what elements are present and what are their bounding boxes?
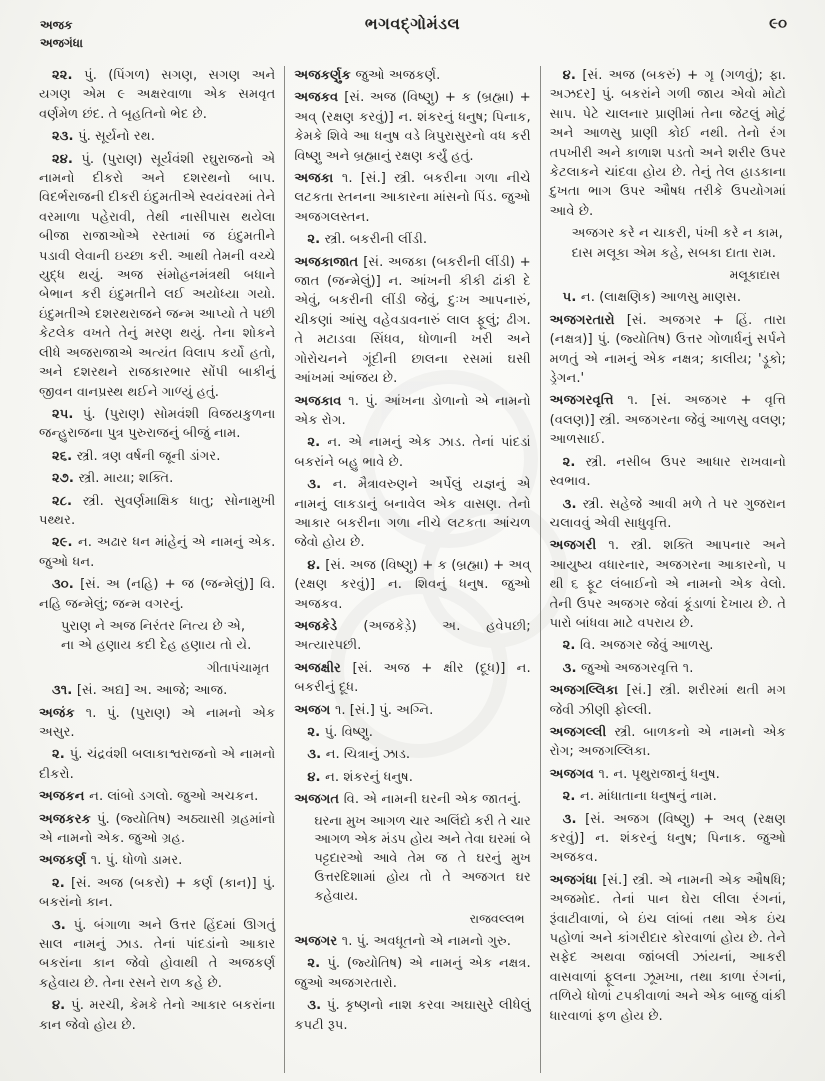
sense-paragraph: ૩. ન. ચિત્રાનું ઝાડ. [307, 747, 411, 763]
entry-paragraph: અજકવ [સં. અજ (વિષ્ણુ) + ક (બ્રહ્મા) + અવ્ (રક્ષણ કરવું)] ન. શંકરનું ધનુષ; પિનાક, કેમકે શિવે આ ધનુષ વડે ત્રિપુરાસુરનો વધ કરી વિષ્ણુ અને બ્રહ્માનું રક્ષણ કર્યું હતું. [294, 90, 531, 164]
page-number: ૯૦ [769, 14, 787, 32]
column-2 [284, 66, 539, 1073]
note-block: ઘરના મુખ આગળ ચાર અલિંદો કરી તે ચાર આગળ એક મંડપ હોય અને તેવા ઘરમાં બે પટ્ટદારઓ આવે તેમ જ તે ઘરનું મુખ ઉત્તરદિશામાં હોય તો તે અજગત ઘર કહેવાય. [314, 813, 531, 904]
headword: અજગલ્લી [549, 724, 615, 740]
sense-paragraph: ૨૨. પું. (પિંગળ) સગણ, સગણ અને યગણ એમ ૯ અક્ષરવાળા એક સમવૃત વર્ણમેળ છંદ. તે બૃહતિનો ભેદ છે. [39, 68, 276, 122]
verse-quote [39, 617, 275, 656]
sense-number: ૨૫. [52, 406, 83, 422]
sense-paragraph: ૨. ન. એ નામનું એક ઝાડ. તેનાં પાંદડાં બકરાંને બહુ ભાવે છે. [294, 435, 531, 470]
sense-number: ૨. [562, 454, 586, 470]
citation: મલૂકાદાસ [729, 267, 780, 283]
sense-number: ૪. [307, 557, 326, 573]
sense-number: ૨૭. [52, 471, 79, 487]
column-3 [540, 66, 795, 1073]
headword: અજક્ષીર [294, 660, 353, 676]
entry-paragraph: અજગરવૃત્તિ ૧. [સં. અજગર + વૃત્તિ (વલણ)] સ્ત્રી. અજગરના જેવું આળસુ વલણ; આળસાઈ. [549, 393, 786, 448]
page-header [36, 12, 789, 64]
headword: અજગરતારો [549, 312, 627, 328]
sense-paragraph: ૨૪. પું. (પુરાણ) સૂર્યવંશી રઘુરાજનો એ નામનો દીકરો અને દશરથનો બાપ. વિદર્ભરાજની દીકરી ઇંદુમતીએ સ્વયંવરમાં તેને વરમાળા પહેરાવી, તેથી નાસીપાસ થયેલા બીજા રાજાઓએ રસ્તામાં જ ઇંદુમતીને પડાવી લેવાની ઇચ્છા કરી. આથી તેમની વચ્ચે યુદ્ધ થયું. અજ સંમોહનમંત્રથી બધાને બેભાન કરી ઇંદુમતીને લઈ અયોધ્યા ગયો. ઇંદુમતીએ દશરથરાજને જન્મ આપ્યો તે પછી કેટલેક વખતે તેનું મરણ થયું. તેના શોકને લીધે અજરાજાએ અત્યંત વિલાપ કર્યો હતો, અને દશરથને રાજકારભાર સોંપી બાકીનું જીવન વાનપ્રસ્થ થઈને ગાળ્યું હતું. [39, 151, 276, 400]
sense-paragraph: ૨૭. સ્ત્રી. માયા; શક્તિ. [52, 471, 174, 487]
sense-paragraph: ૨. સ્ત્રી. નસીબ ઉપર આધાર રાખવાનો સ્વભાવ. [549, 454, 786, 490]
headword: અજગ [294, 702, 335, 718]
entry-paragraph: અજક્ષીર [સં. અજ + ક્ષીર (દૂધ)] ન. બકરીનું દૂધ. [294, 660, 531, 696]
entry-paragraph: અજકેડે (અજકેડ઼ે) અ. હવેપછી; અત્યારપછી. [294, 618, 531, 654]
sense-number: ૨. [307, 956, 328, 972]
entry-paragraph: અજગલ્લિકા [સં.] સ્ત્રી. શરીરમાં થતી મગ જેવી ઝીણી ફોલ્લી. [549, 683, 786, 718]
column-1 [30, 66, 284, 1073]
sense-paragraph: ૩. જુઓ અજગરવૃત્તિ ૧. [562, 660, 694, 676]
sense-paragraph: ૨. ન. માંધાતાના ધનુષનું નામ. [562, 789, 717, 805]
entry-paragraph: અજગલ્લી સ્ત્રી. બાળકનો એ નામનો એક રોગ; અજગલ્લિકા. [549, 724, 786, 760]
headword: અજકર્ણ [39, 853, 91, 869]
headword: અજંક [39, 705, 86, 721]
headword: અજગંધા [549, 872, 603, 888]
sense-paragraph: ૪. પું. મરચી, કેમકે તેનો આકાર બકરાંના કાન જેવો હોય છે. [39, 998, 276, 1033]
citation: રાજવલ્લભ [469, 910, 525, 926]
sense-paragraph: ૩. ન. મૈત્રાવરુણને અર્પેલું યજ્ઞનું એ નામનું લાકડાનું બનાવેલ એક વાસણ. તેનો આકાર બકરીના ગળા નીચે લટકતા આંચળ જેવો હોય છે. [294, 477, 531, 551]
verse-quote [550, 224, 786, 263]
sense-paragraph: ૨૯. ન. અઢાર ધન માંહેનું એ નામનું એક. જુઓ ધન. [39, 535, 276, 570]
headword: અજગર [294, 933, 342, 949]
sense-paragraph: ૩૦. [સં. અ (નહિ) + જ (જન્મેલું)] વિ. નહિ જન્મેલું; જન્મ વગરનું. [39, 577, 276, 612]
headword: અજકવ [294, 90, 345, 106]
verse-line: દાસ મલૂકા એમ કહે, સબકા દાતા રામ. [571, 245, 776, 261]
headword: અજકાવ [294, 393, 349, 409]
entry-paragraph: અજગર ૧. પું. અવધૂતનો એ નામનો ગુરુ. [294, 933, 511, 949]
entry-paragraph: અજંક ૧. પું. (પુરાણ) એ નામનો એક અસુર. [39, 705, 276, 740]
sense-paragraph: ૨૩. પું. સૂર્યનો રથ. [52, 129, 155, 145]
entry-paragraph: અજગરી ૧. સ્ત્રી. શક્તિ આપનાર અને આયુષ્ય વધારનાર, અજગરના આકારનો, ૫ થી ૬ ફૂટ લંબાઈનો એ નામનો એક વેલો. તેની ઉપર અજગર જેવાં કૂંડાળાં દેખાય છે. તે પારો બાંધવા માટે વપરાય છે. [549, 538, 786, 631]
sense-number: ૩. [562, 496, 583, 512]
sense-number: ૪. [307, 769, 326, 785]
sense-paragraph: ૩. સ્ત્રી. સહેજે આવી મળે તે પર ગુજરાન ચલાવવું એવી સાધુવૃત્તિ. [549, 496, 786, 531]
page-title: ભગવદ્ગોમંડલ [364, 14, 461, 33]
sense-number: ૨. [307, 435, 328, 451]
entry-paragraph: અજકાજાત [સં. અજકા (બકરીની લીંડી) + જાત (જન્મેલું)] ન. આંખની કીકી ઢાંકી દે એવું, બકરીની લીંડી જેવું, દુઃખ આપનારું, ચીકણાં આંસુ વહેવડાવનારું લાલ ફૂલું; ઢીગ. તે મટાડવા સિંધવ, ધોળાની ખરી અને ગોરોચનને ગૂંદીની છાલના રસમાં ઘસી આંખમાં આંજય છે. [294, 254, 531, 387]
headword: અજકર્ણુક [294, 68, 356, 83]
sense-number: ૨. [562, 638, 580, 654]
verse-line: અજગર કરે ન ચાકરી, પંખી કરે ન કામ, [571, 226, 783, 242]
sense-number: ૩. [52, 917, 74, 933]
entry-paragraph: અજગંધા [સં.] સ્ત્રી. એ નામની એક ઔષધિ; અજમોદ. તેનાં પાન ઘેરા લીલા રંગનાં, રૂંવાટીવાળાં, બે ઇંચ લાંબાં તથા એક ઇંચ પહોળાં અને કાંગરીદાર કોરવાળાં હોય છે. તેને સફેદ અથવા જાંબલી ઝાંયનાં, આકરી વાસવાળાં ફૂલના ઝૂમખા, તથા કાળા રંગનાં, તળિયે ધોળાં ટપકીવાળાં અને એક બાજુ વાંકી ધારવાળાં ફળ હોય છે. [549, 872, 786, 1024]
sense-number: ૨. [52, 875, 72, 891]
headword: અજકેડે [294, 618, 364, 634]
sense-paragraph: ૨. વિ. અજગર જેવું આળસુ. [562, 638, 714, 654]
sense-number: ૩. [562, 660, 582, 676]
sense-number: ૨. [307, 232, 325, 248]
entry-paragraph: અજગવ ૧. ન. પૃથુરાજાનું ધનુષ. [549, 766, 720, 782]
sense-number: ૪. [52, 998, 72, 1014]
sense-number: ૩૧. [52, 683, 77, 699]
entry-paragraph: અજકન ન. લાંબો ડગલો. જુઓ અચકન. [39, 789, 259, 805]
verse-line: પુરાણ ને અજ નિરંતર નિત્ય છે એ, [61, 618, 246, 634]
sense-number: ૨૮. [52, 493, 83, 509]
sense-paragraph: ૩૧. [સં. અદ્ય] અ. આજે; આજ. [52, 683, 228, 699]
citation: ગીતાપંચામૃત [206, 659, 270, 675]
headword: અજગલ્લિકા [549, 683, 627, 699]
sense-paragraph: ૩. [સં. અજગ (વિષ્ણુ) + અવ્ (રક્ષણ કરવું)] ન. શંકરનું ધનુષ; પિનાક. જુઓ અજકવ. [549, 811, 786, 866]
running-head-last-word: અજગંધા [40, 36, 83, 50]
sense-number: ૨૬. [52, 448, 77, 464]
headword: અજકરક [39, 811, 97, 827]
sense-paragraph: ૨૮. સ્ત્રી. સુવર્ણમાક્ષિક ધાતુ; સોનામુખી પથ્થર. [39, 493, 276, 528]
sense-number: ૩૦. [52, 577, 81, 593]
sense-number: ૩. [307, 747, 326, 763]
headword: અજકન [39, 789, 90, 805]
sense-paragraph: ૨. પું. વિષ્ણુ. [307, 725, 373, 740]
sense-paragraph: ૩. પું. બંગાળા અને ઉત્તર હિંદમાં ઊગતું સાલ નામનું ઝાડ. તેનાં પાંદડાંનો આકાર બકરાંના કાન જેવો હોવાથી તે અજકર્ણ કહેવાય છે. તેના રસને રાળ કહે છે. [39, 917, 276, 991]
sense-number: ૩. [307, 998, 327, 1014]
headword: અજગરવૃત્તિ [549, 393, 628, 409]
entry-paragraph: અજકા ૧. [સં.] સ્ત્રી. બકરીના ગળા નીચે લટકતા સ્તનના આકારના માંસનો પિંડ. જુઓ અજગલસ્તન. [294, 171, 531, 225]
headword: અજગત [294, 792, 344, 808]
sense-number: ૪. [562, 68, 583, 83]
headword: અજકા [294, 171, 342, 187]
entry-paragraph: અજકરક પું. (જ્યોતિષ) અઠ્યાસી ગ્રહમાંનો એ નામનો એક. જુઓ ગ્રહ. [39, 811, 276, 846]
sense-paragraph: ૨૫. પું. (પુરાણ) સોમવંશી વિજયકુળના જન્હુરાજના પુત્ર પુરુરાજનું બીજું નામ. [39, 406, 276, 442]
sense-paragraph: ૪. [સં. અજ (બકરું) + ગૃ (ગળવું); ફા. અઝદર] પું. બકરાંને ગળી જાય એવો મોટો સાપ. પેટે ચાલનાર પ્રાણીમાં તેના જેટલું મોટું અને આળસુ પ્રાણી કોઈ નથી. તેનો રંગ તપખીરી અને કાળાશ પડતો અને શરીર ઉપર કેટલાકને ચાંદવા હોય છે. તેનું તેલ હાડકાના દુખતા ભાગ ઉપર ઔષધ તરીકે ઉપયોગમાં આવે છે. [549, 68, 786, 219]
sense-number: ૨. [52, 747, 70, 763]
sense-number: ૩. [307, 477, 333, 493]
sense-number: ૨૩. [52, 129, 79, 145]
sense-number: ૩. [562, 811, 586, 827]
entry-paragraph: અજકર્ણ ૧. પું. ધોળો ડામર. [39, 853, 183, 869]
sense-number: ૨૨. [52, 68, 85, 83]
sense-paragraph: ૨. [સં. અજ (બકરો) + કર્ણ (કાન)] પું. બકરાંનો કાન. [39, 875, 276, 911]
sense-paragraph: ૨. સ્ત્રી. બકરીની લીંડી. [307, 232, 428, 248]
sense-paragraph: ૫. ન. (લાક્ષણિક) આળસુ માણસ. [562, 290, 742, 306]
sense-number: ૨૪. [52, 151, 82, 167]
sense-paragraph: ૪. [સં. અજ (વિષ્ણુ) + ક (બ્રહ્મા) + અવ્ (રક્ષણ કરવું)] ન. શિવનું ધનુષ. જુઓ અજકવ. [294, 557, 531, 612]
headword: અજગરી [549, 538, 609, 554]
sense-paragraph: ૨૬. સ્ત્રી. ત્રણ વર્ષની જૂની ડાંગર. [52, 448, 221, 464]
sense-number: ૨. [562, 789, 580, 805]
entry-paragraph: અજકાવ ૧. પું. આંખના ડોળાનો એ નામનો એક રોગ. [294, 393, 531, 428]
entry-paragraph: અજગ ૧. [સં.] પું. અગ્નિ. [294, 702, 434, 718]
verse-line: ના એ હણાય કદી દેહ હણાય તો યે. [61, 638, 252, 654]
headword: અજગવ [549, 766, 599, 782]
sense-paragraph: ૪. ન. શંકરનું ધનુષ. [307, 769, 413, 785]
entry-paragraph: અજકર્ણુક જુઓ અજકર્ણ. [294, 68, 441, 83]
running-head-first-word: અજક [40, 18, 73, 32]
text-columns [30, 66, 795, 1073]
sense-number: ૨૯. [52, 535, 78, 551]
headword: અજકાજાત [294, 254, 364, 270]
sense-number: ૫. [562, 290, 581, 306]
sense-paragraph: ૨. પું. ચંદ્રવંશી બલાકાશ્વરાજનો એ નામનો દીકરો. [39, 747, 276, 782]
entry-paragraph: અજગત વિ. એ નામની ઘરની એક જાતનું. [294, 792, 522, 808]
sense-number: ૨. [307, 725, 325, 740]
entry-paragraph: અજગરતારો [સં. અજગર + હિં. તારા (નક્ષત્ર)] પું. (જ્યોતિષ) ઉત્તર ગોળાર્ધનું સર્પને મળતું એ નામનું એક નક્ષત્ર; કાલીય; 'ડ્રૂકો; ડ્રેગન.' [549, 312, 786, 387]
sense-paragraph: ૨. પું. (જ્યોતિષ) એ નામનું એક નક્ષત્ર. જુઓ અજગરતારો. [294, 956, 531, 991]
sense-paragraph: ૩. પું. કૃષ્ણનો નાશ કરવા અઘાસુરે લીધેલું કપટી રૂપ. [294, 998, 531, 1033]
